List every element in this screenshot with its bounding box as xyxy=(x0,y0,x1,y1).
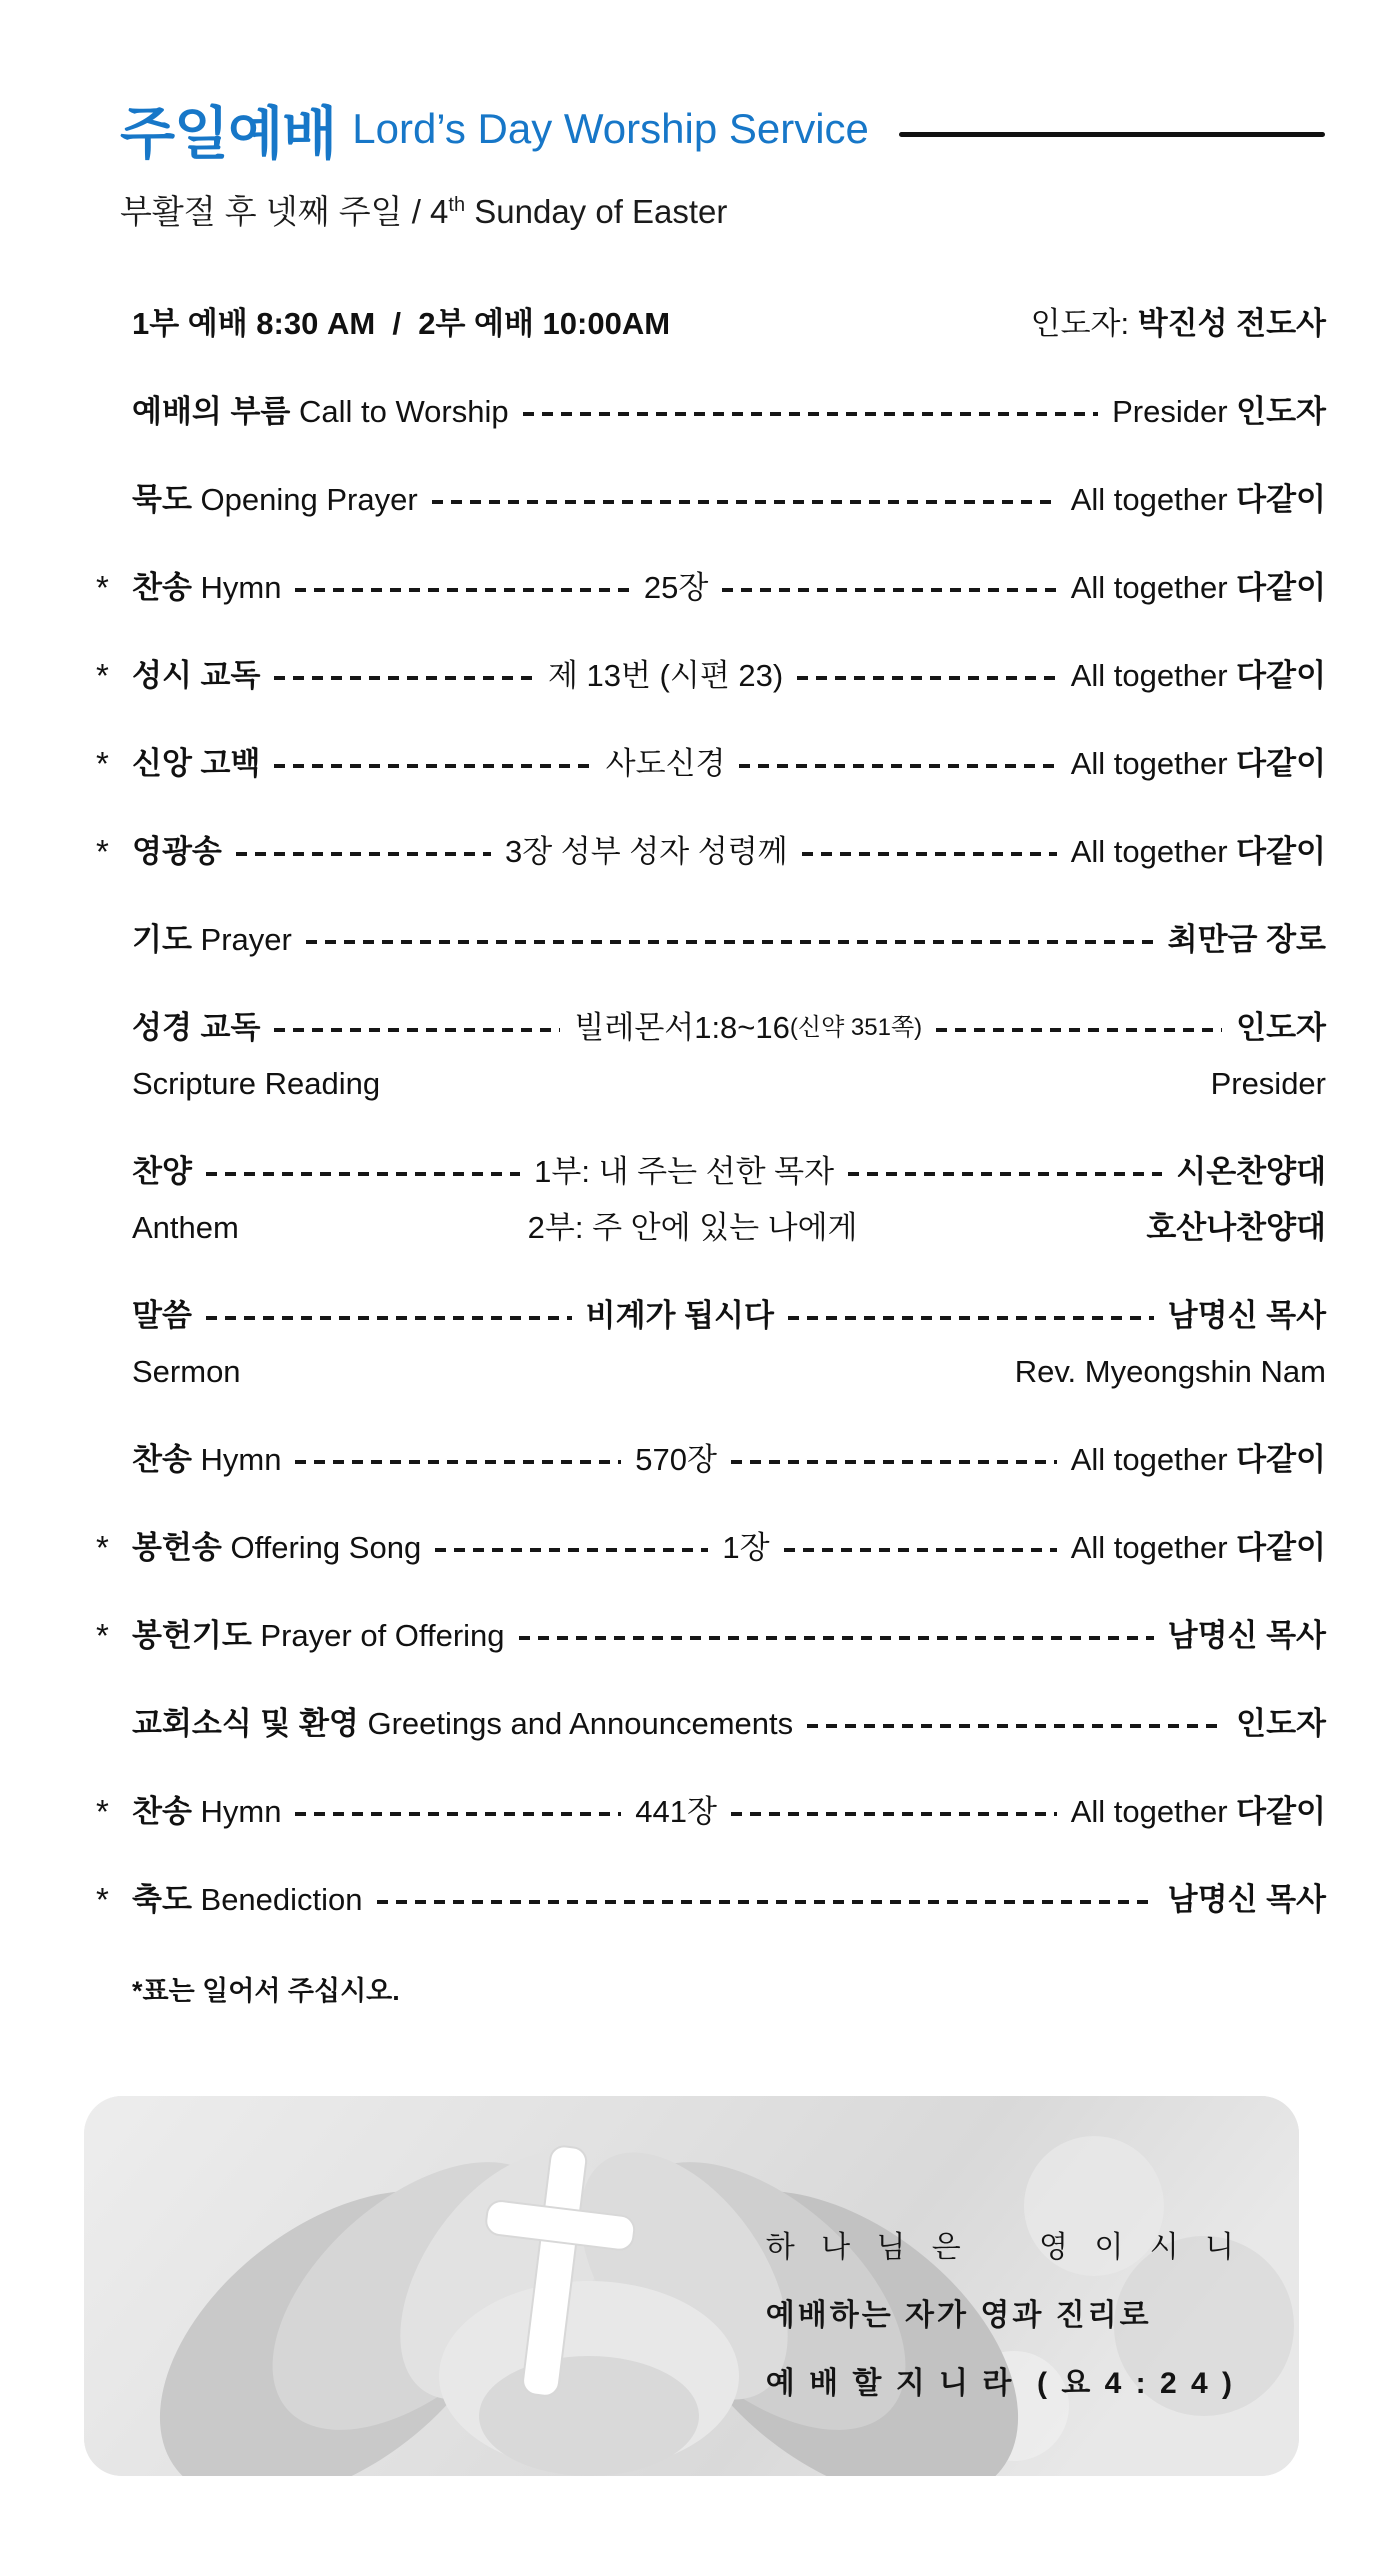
dash-leader xyxy=(295,1812,621,1816)
dash-leader xyxy=(731,1460,1057,1464)
program-text: 다같이 xyxy=(1236,1442,1326,1477)
program-row xyxy=(96,479,1326,521)
program-row xyxy=(96,1151,1326,1193)
subtitle-suffix: Sunday of Easter xyxy=(465,193,728,230)
dash-leader xyxy=(722,588,1056,592)
program-row xyxy=(96,743,1326,785)
program-text: 말씀 xyxy=(132,1298,192,1333)
program-text: 인도자 xyxy=(1236,394,1326,429)
standing-asterisk: * xyxy=(96,1529,109,1566)
dash-leader xyxy=(523,412,1099,416)
program-text: Scripture Reading xyxy=(132,1066,381,1101)
program-text: 남명신 목사 xyxy=(1167,1882,1326,1917)
dash-leader xyxy=(274,764,591,768)
program-text: 박진성 전도사 xyxy=(1137,306,1326,341)
program-text: Call to Worship xyxy=(290,394,509,429)
program-text: 시온찬양대 xyxy=(1176,1154,1327,1189)
program-text: 봉헌기도 xyxy=(132,1618,252,1653)
program-text: All together xyxy=(1070,1794,1237,1829)
program-row-second-line xyxy=(96,1207,1326,1249)
program-text: 441장 xyxy=(635,1794,717,1829)
program-text: 신앙 고백 xyxy=(132,746,261,781)
dash-leader xyxy=(206,1316,572,1320)
program-row xyxy=(96,391,1326,433)
program-row xyxy=(96,831,1326,873)
program-row-second-line xyxy=(96,1351,1326,1393)
program-text: 묵도 xyxy=(132,482,192,517)
dash-leader xyxy=(797,676,1057,680)
program-row xyxy=(96,655,1326,697)
dash-leader xyxy=(236,852,491,856)
dash-leader xyxy=(802,852,1057,856)
dash-leader xyxy=(739,764,1056,768)
program-text: 다같이 xyxy=(1236,570,1327,605)
dash-leader xyxy=(295,588,629,592)
program-text: 다같이 xyxy=(1236,1530,1326,1565)
program-text: All together xyxy=(1070,746,1237,781)
program-row xyxy=(96,1527,1326,1569)
program-text: 최만금 장로 xyxy=(1167,922,1326,957)
verse-line: 예배하는 자가 영과 진리로 xyxy=(765,2299,1152,2332)
program-text: All together xyxy=(1070,658,1237,693)
program-row xyxy=(96,567,1326,609)
dash-leader xyxy=(306,940,1154,944)
program-row xyxy=(96,1295,1326,1337)
program-text: 다같이 xyxy=(1236,658,1327,693)
program-text: 2부: 주 안에 있는 나에게 xyxy=(527,1210,858,1245)
program-text: Offering Song xyxy=(221,1530,422,1565)
program-row xyxy=(96,919,1326,961)
program-text: All together xyxy=(1070,834,1237,869)
program-row-second-line xyxy=(96,1063,1326,1105)
verse-line: 예 배 할 지 니 라 ( 요 4 : 2 4 ) xyxy=(765,2367,1236,2400)
standing-asterisk: * xyxy=(96,745,109,782)
title-rule xyxy=(899,132,1325,137)
program-text: All together xyxy=(1070,1442,1237,1477)
program-text: 교회소식 및 환영 xyxy=(132,1706,359,1741)
program-text: 다같이 xyxy=(1236,1794,1326,1829)
program-text: 비계가 됩시다 xyxy=(585,1298,774,1333)
program-text: 찬양 xyxy=(132,1154,192,1189)
standing-asterisk: * xyxy=(96,833,109,870)
program-text: 3장 성부 성자 성령께 xyxy=(504,834,788,869)
standing-asterisk: * xyxy=(96,1793,109,1830)
program-text: 다같이 xyxy=(1236,746,1327,781)
dash-leader xyxy=(435,1548,708,1552)
photo-reflection-fade xyxy=(84,2478,1299,2550)
program-text: 570장 xyxy=(635,1442,717,1477)
program-text: Hymn xyxy=(191,1794,282,1829)
dash-leader xyxy=(848,1172,1162,1176)
program-text: Prayer xyxy=(191,922,292,957)
program-text: Opening Prayer xyxy=(191,482,418,517)
program-text: 성시 교독 xyxy=(132,658,261,693)
program-text: 인도자 xyxy=(1236,1706,1326,1741)
program-rows xyxy=(96,303,1326,1921)
program-text: 남명신 목사 xyxy=(1167,1618,1326,1653)
program-text: Benediction xyxy=(191,1882,363,1917)
program-text: 사도신경 xyxy=(605,746,726,781)
standing-asterisk: * xyxy=(96,1617,109,1654)
program-text: 1부 예배 8:30 AM / 2부 예배 10:00AM xyxy=(132,306,671,341)
verse-line: 하 나 님 은 영 이 시 니 xyxy=(765,2231,1243,2264)
service-subtitle xyxy=(120,186,1325,233)
program-text: 인도자 xyxy=(1236,1010,1326,1045)
dash-leader xyxy=(519,1636,1154,1640)
program-row xyxy=(96,1439,1326,1481)
program-text: Presider xyxy=(1112,394,1237,429)
program-text: All together xyxy=(1070,570,1237,605)
program-text: 1장 xyxy=(722,1530,770,1565)
dash-leader xyxy=(295,1460,621,1464)
program-text: 찬송 xyxy=(132,1794,192,1829)
dash-leader xyxy=(274,1028,560,1032)
program-text: 25장 xyxy=(643,570,709,605)
program-text: 예배의 부름 xyxy=(132,394,291,429)
program-text: Hymn xyxy=(191,570,282,605)
program-text: 성경 교독 xyxy=(132,1010,261,1045)
standing-asterisk: * xyxy=(96,657,109,694)
dash-leader xyxy=(784,1548,1057,1552)
program-text: 기도 xyxy=(132,922,192,957)
dash-leader xyxy=(788,1316,1154,1320)
subtitle-prefix: 부활절 후 넷째 주일 / 4 xyxy=(120,193,449,230)
program-text: Hymn xyxy=(191,1442,282,1477)
photo-reflection xyxy=(84,2478,1299,2550)
page-title-korean: 주일예배 xyxy=(120,102,337,166)
page-title-english: Lord’s Day Worship Service xyxy=(352,105,869,152)
verse-lines xyxy=(766,2214,1243,2418)
program-text: Sermon xyxy=(132,1354,241,1389)
program-text: (신약 351쪽) xyxy=(789,1014,923,1041)
program-text: 1부: 내 주는 선한 목자 xyxy=(534,1154,835,1189)
dash-leader xyxy=(936,1028,1222,1032)
program-row xyxy=(96,1007,1326,1049)
dash-leader xyxy=(274,676,534,680)
program-text: Anthem xyxy=(132,1210,239,1245)
program-row xyxy=(96,1791,1326,1833)
dash-leader xyxy=(377,1900,1154,1904)
program-text: Prayer of Offering xyxy=(251,1618,505,1653)
bulletin-header xyxy=(0,0,1383,233)
hands-cross-photo xyxy=(84,2096,1299,2476)
program-text: All together xyxy=(1070,1530,1237,1565)
title-row xyxy=(120,88,1325,170)
standing-note: *표는 일어서 주십시오. xyxy=(132,1976,400,2006)
dash-leader xyxy=(206,1172,520,1176)
program-row xyxy=(96,303,1326,345)
standing-asterisk: * xyxy=(96,569,109,606)
program-text: 빌레몬서1:8~16 xyxy=(574,1010,790,1045)
program-row xyxy=(96,1879,1326,1921)
program-text: 남명신 목사 xyxy=(1167,1298,1327,1333)
subtitle-ordinal: th xyxy=(448,194,466,216)
dash-leader xyxy=(432,500,1057,504)
program-text: Presider xyxy=(1210,1066,1326,1101)
program-row xyxy=(96,1615,1326,1657)
program-text: 호산나찬양대 xyxy=(1146,1210,1327,1245)
program-text: 인도자: xyxy=(1030,306,1138,341)
program-text: 다같이 xyxy=(1236,834,1326,869)
dash-leader xyxy=(807,1724,1222,1728)
program-text: 찬송 xyxy=(132,570,192,605)
dash-leader xyxy=(731,1812,1057,1816)
standing-asterisk: * xyxy=(96,1881,109,1918)
program-text: 찬송 xyxy=(132,1442,192,1477)
program-text: 봉헌송 xyxy=(132,1530,222,1565)
program-row xyxy=(96,1703,1326,1745)
program-text: 영광송 xyxy=(132,834,222,869)
program-text: 제 13번 (시편 23) xyxy=(547,658,784,693)
program-text: 다같이 xyxy=(1236,482,1326,517)
program-text: All together xyxy=(1070,482,1237,517)
program-text: 축도 xyxy=(132,1882,192,1917)
program-text: Rev. Myeongshin Nam xyxy=(1014,1354,1326,1389)
program-text: Greetings and Announcements xyxy=(358,1706,794,1741)
